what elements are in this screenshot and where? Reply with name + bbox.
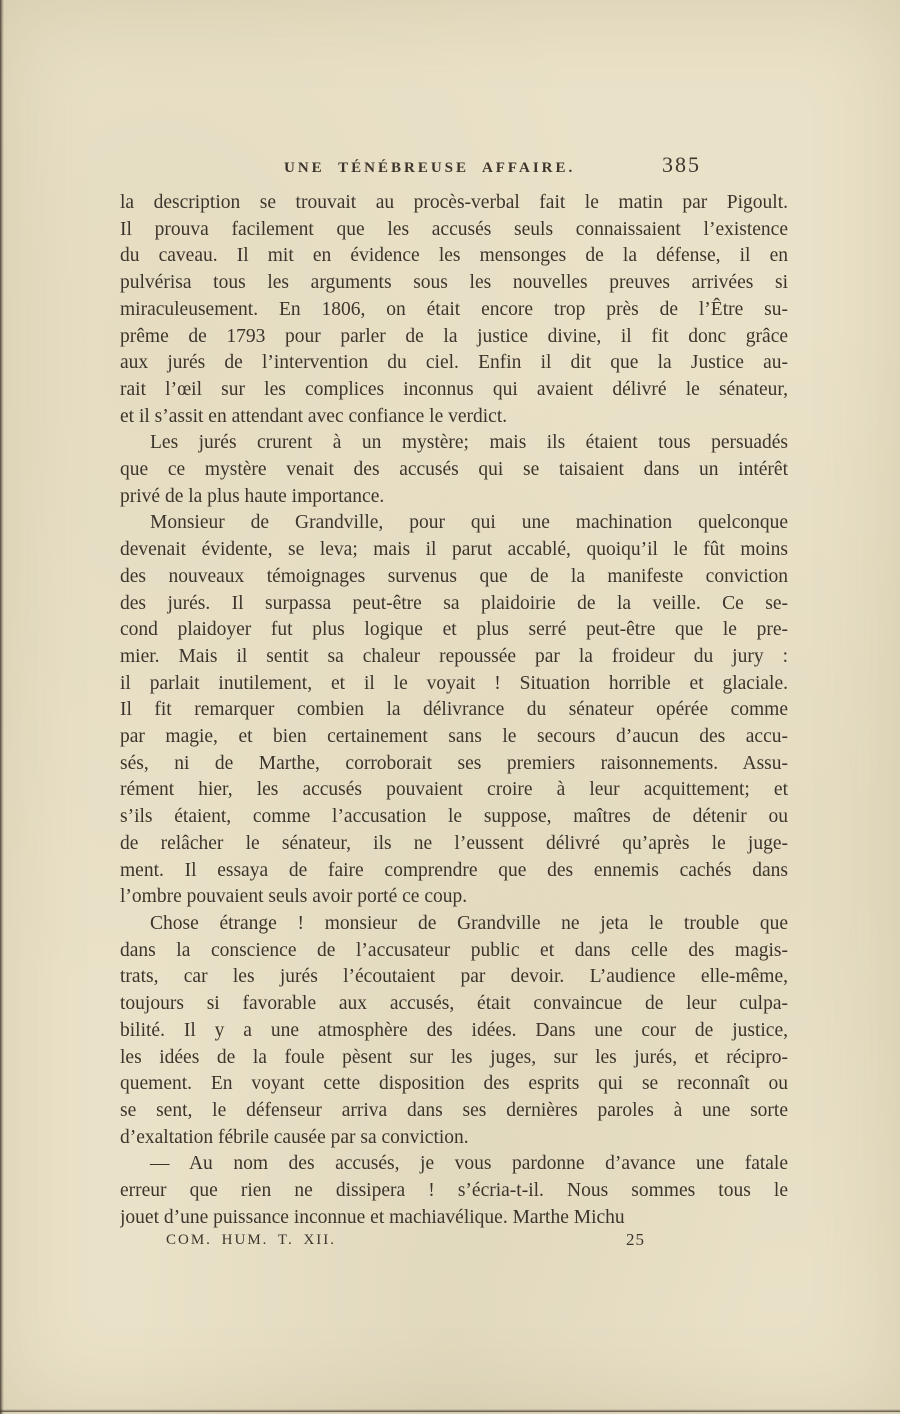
text-line: s’ils étaient, comme l’accusation le suppose, maîtres de détenir ou xyxy=(120,806,788,828)
scan-edge-bottom xyxy=(0,1409,900,1412)
text-line: rait l’œil sur les complices inconnus qui avaient délivré le sénateur, xyxy=(120,378,788,400)
text-line: Les jurés crurent à un mystère; mais ils étaient tous persuadés xyxy=(150,432,788,454)
text-line: des jurés. Il surpassa peut-être sa plaidoirie de la veille. Ce se- xyxy=(120,592,788,614)
paragraph xyxy=(120,430,788,510)
text-line: jouet d’une puissance inconnue et machiavélique. Marthe Michu xyxy=(120,1206,625,1228)
text-line: la description se trouvait au procès-verbal fait le matin par Pigoult. xyxy=(120,192,788,213)
text-line: il parlait inutilement, et il le voyait ! Situation horrible et glaciale. xyxy=(120,672,788,694)
text-line: et il s’assit en attendant avec confiance le verdict. xyxy=(120,405,508,427)
text-line: mier. Mais il sentit sa chaleur repoussée par la froideur du jury : xyxy=(120,645,788,667)
running-title: UNE TÉNÉBREUSE AFFAIRE. xyxy=(284,160,576,176)
page-footer xyxy=(0,1228,900,1258)
text-line: se sent, le défenseur arriva dans ses dernières paroles à une sorte xyxy=(120,1099,788,1121)
running-header xyxy=(0,152,900,186)
text-line: du caveau. Il mit en évidence les mensonges de la défense, il en xyxy=(120,245,788,267)
text-line: — Au nom des accusés, je vous pardonne d’avance une fatale xyxy=(150,1153,788,1175)
paragraph xyxy=(120,911,788,1151)
text-line: quement. En voyant cette disposition des esprits qui se reconnaît ou xyxy=(120,1073,788,1095)
sheet-number: 25 xyxy=(626,1230,645,1249)
text-line: trats, car les jurés l’écoutaient par devoir. L’audience elle-même, xyxy=(120,966,788,988)
text-line: Il prouva facilement que les accusés seuls connaissaient l’existence xyxy=(120,218,788,240)
scan-edge-left xyxy=(0,0,4,1414)
page-number: 385 xyxy=(662,152,701,177)
text-line: bilité. Il y a une atmosphère des idées. Dans une cour de justice, xyxy=(120,1019,788,1041)
text-line: rément hier, les accusés pouvaient croire à leur acquittement; et xyxy=(120,779,788,801)
text-line: Monsieur de Grandville, pour qui une machination quelconque xyxy=(150,512,788,534)
text-line: les idées de la foule pèsent sur les juges, sur les jurés, et récipro- xyxy=(120,1046,788,1068)
text-line: miraculeusement. En 1806, on était encore trop près de l’Être su- xyxy=(120,298,788,320)
text-line: que ce mystère venait des accusés qui se taisaient dans un intérêt xyxy=(120,459,788,481)
text-line: toujours si favorable aux accusés, était convaincue de leur culpa- xyxy=(120,993,788,1015)
text-line: Il fit remarquer combien la délivrance du sénateur opérée comme xyxy=(120,699,788,721)
text-line: prême de 1793 pour parler de la justice divine, il fit donc grâce xyxy=(120,325,788,347)
text-line: sés, ni de Marthe, corroborait ses premiers raisonnements. Assu- xyxy=(120,752,788,774)
text-line: de relâcher le sénateur, ils ne l’eussent délivré qu’après le juge- xyxy=(120,832,788,854)
text-line: dans la conscience de l’accusateur public et dans celle des magis- xyxy=(120,939,788,961)
paragraph xyxy=(120,510,788,911)
body-text-block xyxy=(120,190,788,1231)
text-line: d’exaltation fébrile causée par sa conviction. xyxy=(120,1126,469,1148)
paragraph xyxy=(120,190,788,430)
text-line: l’ombre pouvaient seuls avoir porté ce coup. xyxy=(120,886,468,908)
paragraph xyxy=(120,1151,788,1231)
text-line: ment. Il essaya de faire comprendre que des ennemis cachés dans xyxy=(120,859,788,881)
text-line: par magie, et bien certainement sans le secours d’aucun des accu- xyxy=(120,726,788,748)
signature-mark: COM. HUM. T. XII. xyxy=(166,1232,337,1248)
text-line: pulvérisa tous les arguments sous les nouvelles preuves arrivées si xyxy=(120,272,788,294)
text-line: privé de la plus haute importance. xyxy=(120,485,385,507)
text-line: aux jurés de l’intervention du ciel. Enfin il dit que la Justice au- xyxy=(120,352,788,374)
text-line: devenait évidente, se leva; mais il parut accablé, quoiqu’il le fût moins xyxy=(120,539,788,561)
text-line: erreur que rien ne dissipera ! s’écria-t-il. Nous sommes tous le xyxy=(120,1180,788,1202)
text-line: des nouveaux témoignages survenus que de la manifeste conviction xyxy=(120,565,788,587)
text-line: Chose étrange ! monsieur de Grandville ne jeta le trouble que xyxy=(150,912,788,934)
text-line: cond plaidoyer fut plus logique et plus serré peut-être que le pre- xyxy=(120,619,788,641)
